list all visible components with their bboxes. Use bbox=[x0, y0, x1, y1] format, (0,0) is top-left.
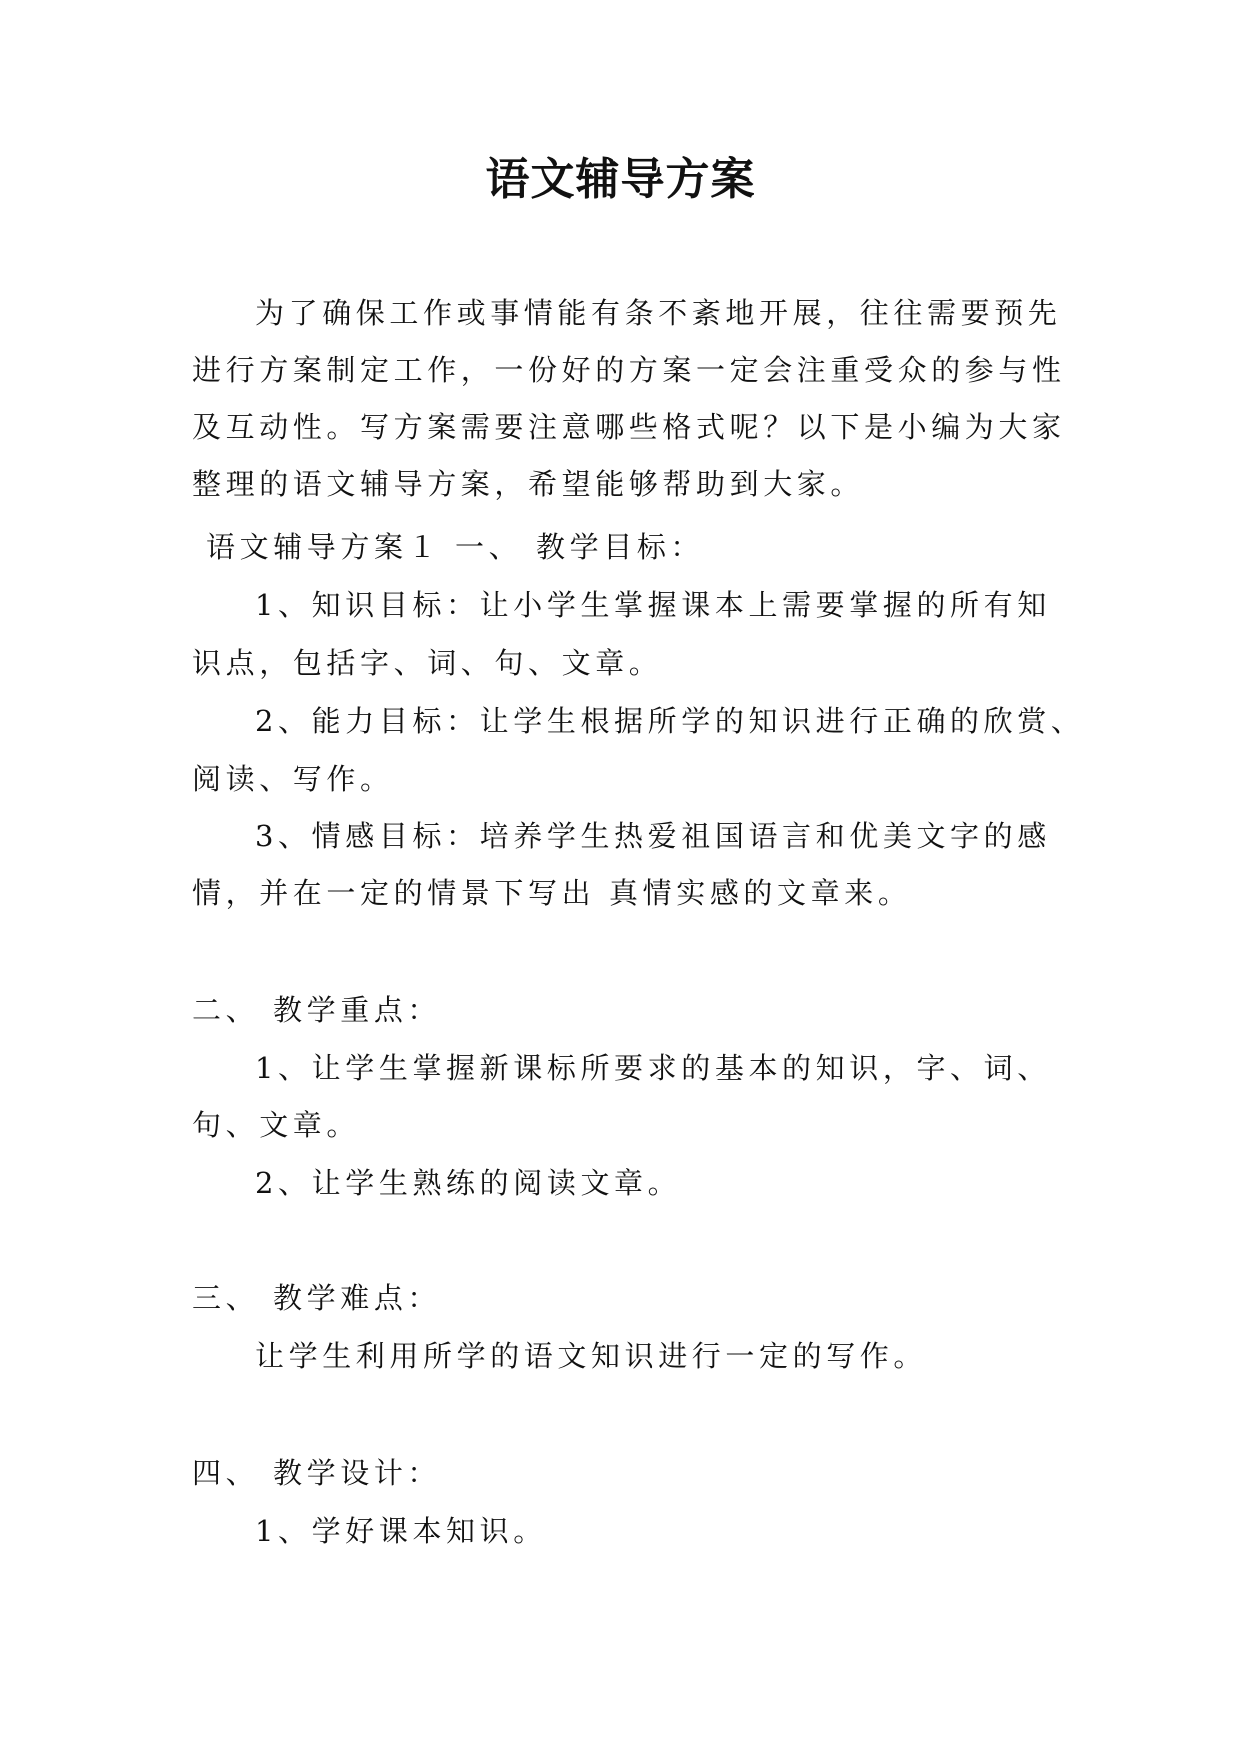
paragraph-line: 整理的语文辅导方案，希望能够帮助到大家。 bbox=[192, 467, 865, 501]
paragraph-line: 1、学好课本知识。 bbox=[255, 1514, 547, 1548]
section-heading: 二、 教学重点： bbox=[192, 993, 442, 1027]
paragraph-line: 识点，包括字、词、句、文章。 bbox=[192, 646, 663, 680]
paragraph-line: 阅读、写作。 bbox=[192, 762, 394, 796]
paragraph-line: 句、文章。 bbox=[192, 1108, 361, 1142]
paragraph-line: 情，并在一定的情景下写出 真情实感的文章来。 bbox=[192, 876, 912, 910]
paragraph-line: 3、情感目标：培养学生热爱祖国语言和优美文字的感 bbox=[255, 819, 1051, 853]
section-heading: 语文辅导方案１ 一、 教学目标： bbox=[206, 530, 705, 564]
paragraph-line: 1、让学生掌握新课标所要求的基本的知识，字、词、 bbox=[255, 1051, 1051, 1085]
paragraph-line: 为了确保工作或事情能有条不紊地开展，往往需要预先 bbox=[255, 296, 1062, 330]
document-title: 语文辅导方案 bbox=[485, 154, 756, 205]
paragraph-line: 2、能力目标：让学生根据所学的知识进行正确的欣赏、 bbox=[255, 704, 1085, 738]
paragraph-line: 2、让学生熟练的阅读文章。 bbox=[255, 1166, 682, 1200]
paragraph-line: 及互动性。写方案需要注意哪些格式呢？以下是小编为大家 bbox=[192, 410, 1066, 444]
section-heading: 四、 教学设计： bbox=[192, 1456, 442, 1490]
paragraph-line: 1、知识目标：让小学生掌握课本上需要掌握的所有知 bbox=[255, 588, 1051, 622]
paragraph-line: 进行方案制定工作，一份好的方案一定会注重受众的参与性 bbox=[192, 353, 1066, 387]
paragraph-line: 让学生利用所学的语文知识进行一定的写作。 bbox=[255, 1339, 928, 1373]
section-heading: 三、 教学难点： bbox=[192, 1281, 442, 1315]
